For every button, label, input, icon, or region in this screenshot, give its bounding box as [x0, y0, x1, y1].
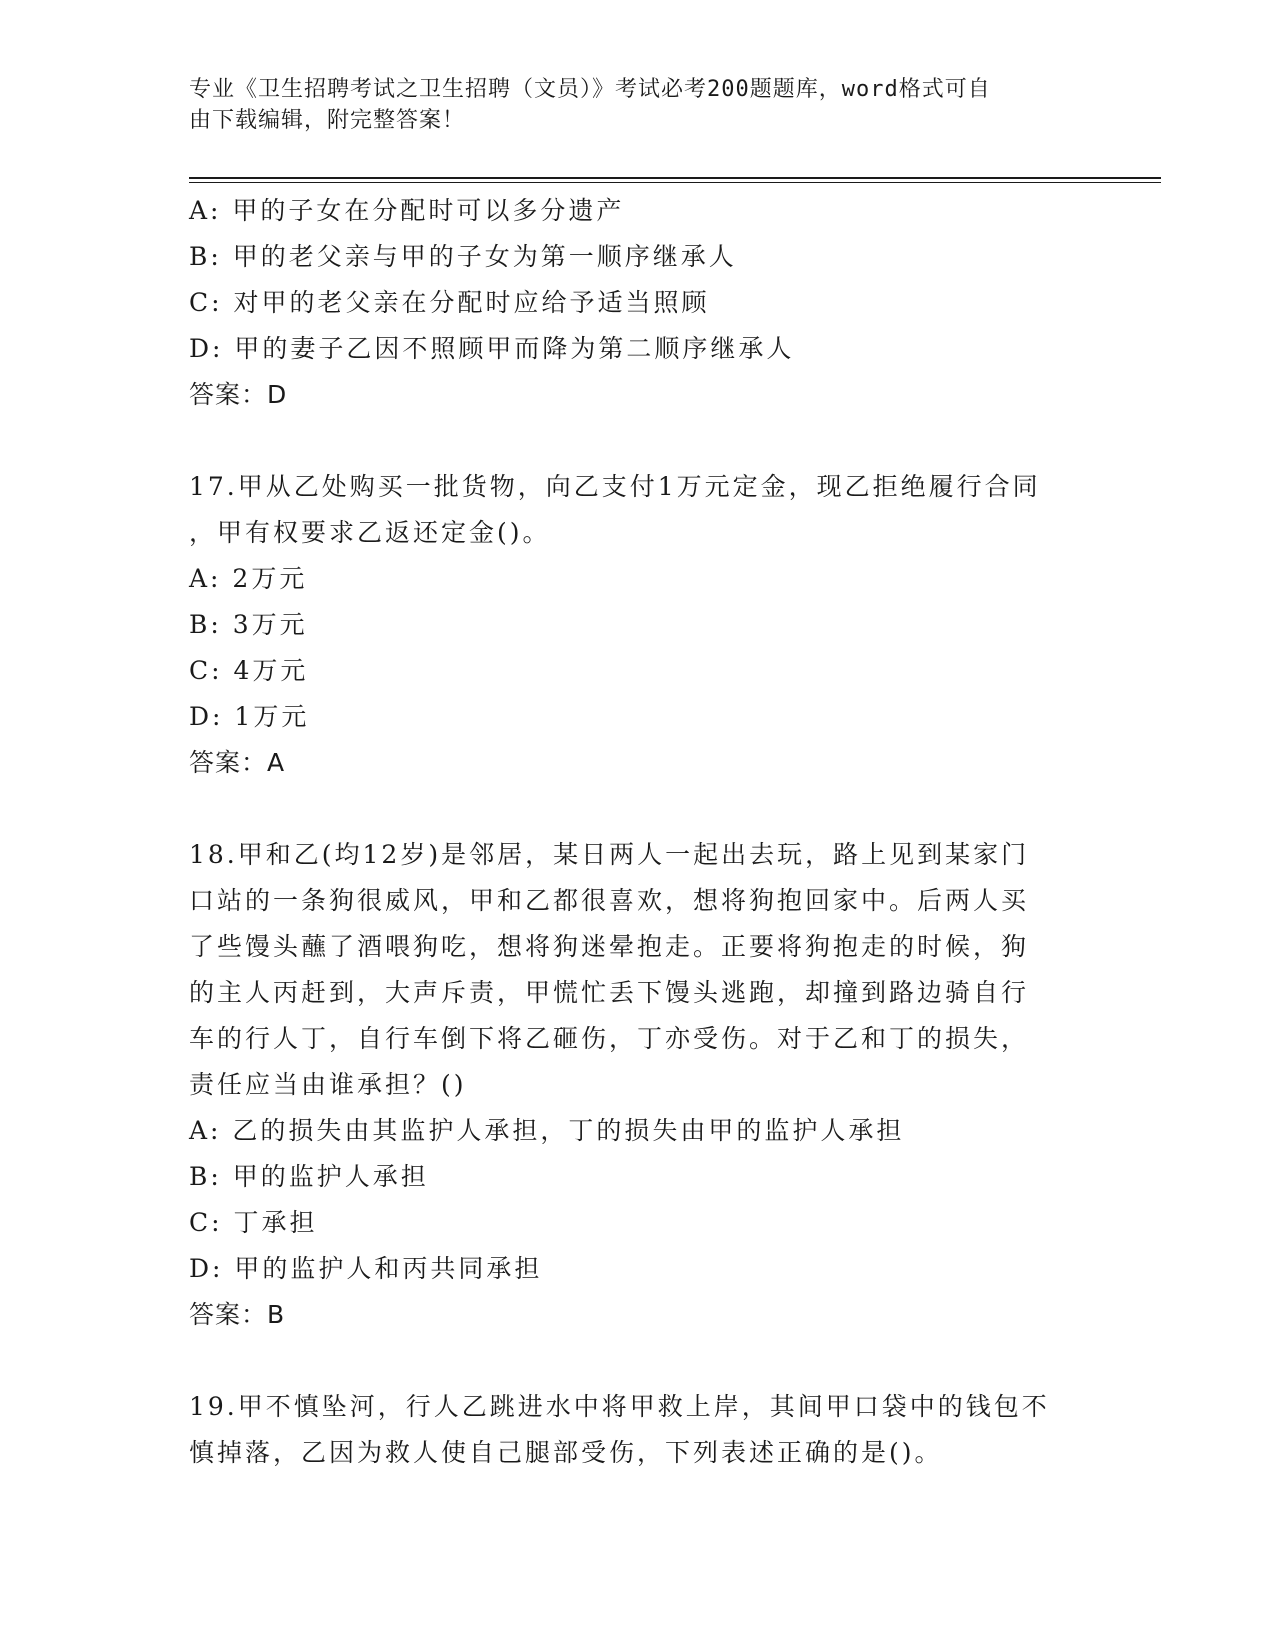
question-text-line: ，甲有权要求乙返还定金()。 [189, 518, 551, 547]
answer: 答案：B [189, 1300, 286, 1329]
spacer [189, 786, 1089, 832]
option-a: A: 甲的子女在分配时可以多分遗产 [189, 196, 625, 225]
header-divider-thin [189, 182, 1161, 183]
header-line-1: 专业《卫生招聘考试之卫生招聘（文员）》考试必考200题题库，word格式可自 [189, 77, 991, 102]
question-text-line: 责任应当由谁承担？() [189, 1070, 467, 1099]
document-header [189, 74, 1079, 136]
spacer [189, 418, 1089, 464]
question-text-line: 慎掉落，乙因为救人使自己腿部受伤，下列表述正确的是()。 [189, 1438, 943, 1467]
question-text-line: 19.甲不慎坠河，行人乙跳进水中将甲救上岸，其间甲口袋中的钱包不 [189, 1392, 1050, 1421]
option-d: D: 甲的妻子乙因不照顾甲而降为第二顺序继承人 [189, 334, 795, 363]
option-b: B: 甲的老父亲与甲的子女为第一顺序继承人 [189, 242, 737, 271]
question-text-line: 车的行人丁，自行车倒下将乙砸伤，丁亦受伤。对于乙和丁的损失， [189, 1024, 1030, 1053]
option-d: D: 1万元 [189, 702, 310, 731]
header-line-2: 由下载编辑，附完整答案！ [189, 108, 466, 133]
question-16 [189, 188, 1089, 418]
answer: 答案：D [189, 380, 288, 409]
answer: 答案：A [189, 748, 286, 777]
question-text-line: 的主人丙赶到，大声斥责，甲慌忙丢下馒头逃跑，却撞到路边骑自行 [189, 978, 1030, 1007]
header-divider-thick [189, 177, 1161, 179]
option-b: B: 甲的监护人承担 [189, 1162, 429, 1191]
question-text-line: 口站的一条狗很威风，甲和乙都很喜欢，想将狗抱回家中。后两人买 [189, 886, 1030, 915]
option-c: C: 4万元 [189, 656, 309, 685]
question-text-line: 了些馒头蘸了酒喂狗吃，想将狗迷晕抱走。正要将狗抱走的时候，狗 [189, 932, 1030, 961]
question-text-line: 18.甲和乙(均12岁)是邻居，某日两人一起出去玩，路上见到某家门 [189, 840, 1030, 869]
option-a: A: 乙的损失由其监护人承担，丁的损失由甲的监护人承担 [189, 1116, 905, 1145]
option-c: C: 丁承担 [189, 1208, 318, 1237]
question-18 [189, 832, 1089, 1338]
option-c: C: 对甲的老父亲在分配时应给予适当照顾 [189, 288, 710, 317]
option-b: B: 3万元 [189, 610, 308, 639]
question-17 [189, 464, 1089, 786]
question-19 [189, 1384, 1089, 1476]
option-a: A: 2万元 [189, 564, 308, 593]
document-body [189, 188, 1089, 1476]
question-text-line: 17.甲从乙处购买一批货物，向乙支付1万元定金，现乙拒绝履行合同 [189, 472, 1041, 501]
option-d: D: 甲的监护人和丙共同承担 [189, 1254, 543, 1283]
spacer [189, 1338, 1089, 1384]
